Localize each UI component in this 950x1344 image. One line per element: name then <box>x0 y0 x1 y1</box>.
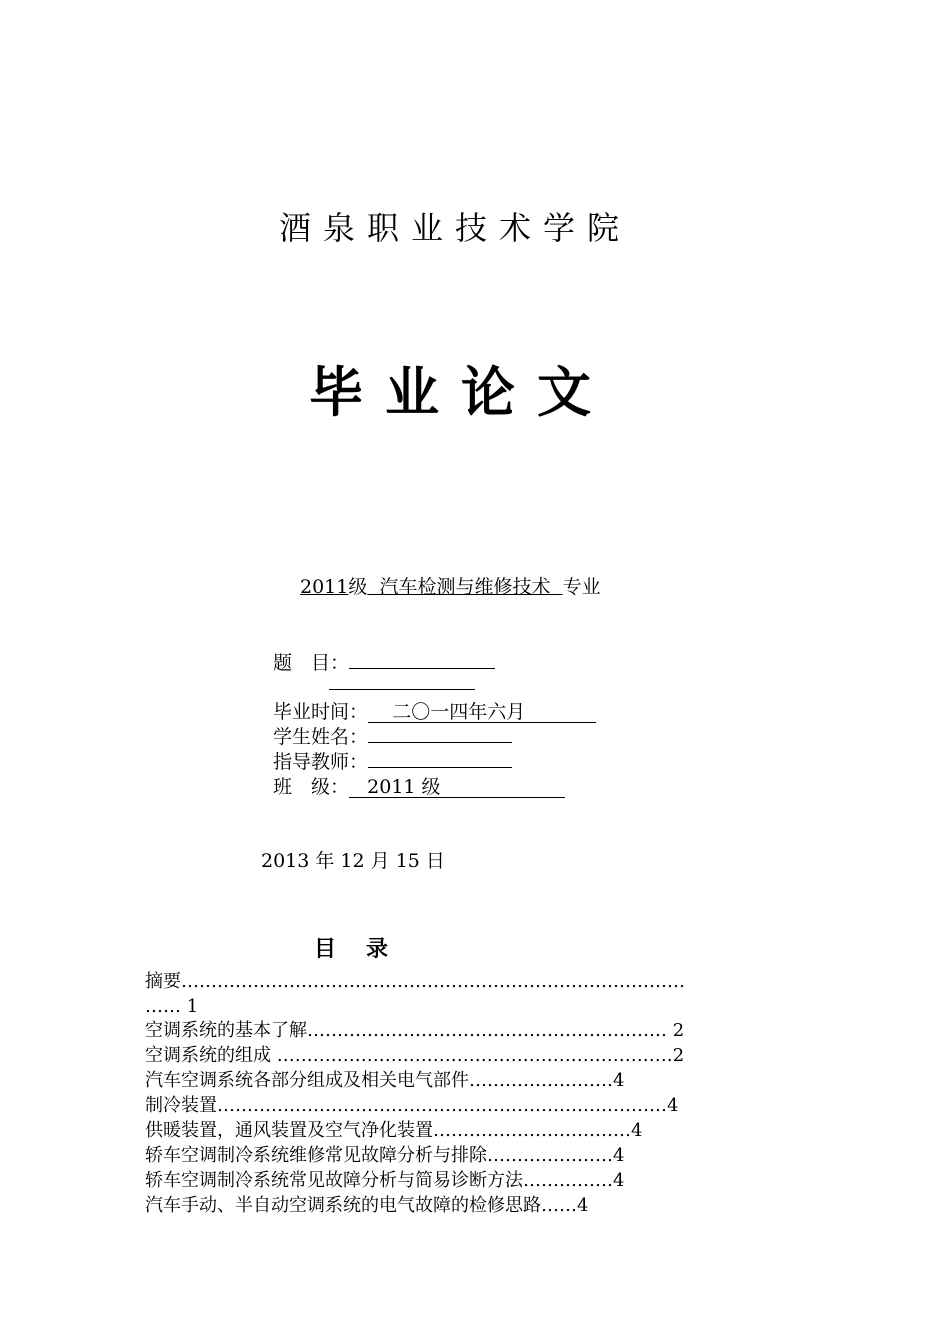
class-label: 班 级： <box>273 776 350 798</box>
school-name: 酒泉职业技术学院 <box>278 209 631 247</box>
toc-entry: 供暖装置，通风装置及空气净化装置……………………………4 <box>145 1120 643 1141</box>
advisor-field <box>273 747 512 774</box>
major-value: 汽车检测与维修技术 <box>379 576 551 598</box>
toc-entry: 摘要………………………………………………………………………… <box>145 971 685 992</box>
title-blank <box>349 650 495 669</box>
toc-entry: 轿车空调制冷系统维修常见故障分析与排除…………………4 <box>145 1145 625 1166</box>
graduation-time-value: 二〇一四年六月 <box>368 702 596 723</box>
toc-entry: 轿车空调制冷系统常见故障分析与简易诊断方法……………4 <box>145 1170 625 1191</box>
toc-entry: 汽车手动、半自动空调系统的电气故障的检修思路……4 <box>145 1195 589 1216</box>
class-value: 2011 级 <box>349 777 565 798</box>
graduation-time-label: 毕业时间： <box>273 701 369 723</box>
year-value: 2011 <box>300 576 349 598</box>
major-line <box>300 572 601 599</box>
advisor-label: 指导教师： <box>273 751 369 773</box>
advisor-blank <box>368 749 512 768</box>
toc-entry: 空调系统的基本了解…………………………………………………… 2 <box>145 1020 685 1041</box>
document-date: 2013 年 12 月 15 日 <box>261 850 445 872</box>
class-field <box>273 772 565 799</box>
title-field <box>273 648 495 675</box>
student-name-field <box>273 722 512 749</box>
title-label: 题 目： <box>273 652 350 674</box>
year-suffix: 级 <box>348 576 368 598</box>
toc-entry: 汽车空调系统各部分组成及相关电气部件……………………4 <box>145 1070 625 1091</box>
student-name-blank <box>368 724 512 743</box>
major-suffix: 专业 <box>562 576 601 598</box>
student-name-label: 学生姓名： <box>273 726 369 748</box>
toc-entry-continuation: …… 1 <box>145 996 199 1017</box>
document-type-title: 毕业论文 <box>309 361 613 424</box>
toc-entry: 制冷装置…………………………………………………………………4 <box>145 1095 679 1116</box>
toc-title: 目 录 <box>314 937 393 962</box>
graduation-time-field <box>273 697 596 724</box>
title-blank-second-line <box>329 689 475 690</box>
toc-entry: 空调系统的组成 …………………………………………………………2 <box>145 1045 685 1066</box>
